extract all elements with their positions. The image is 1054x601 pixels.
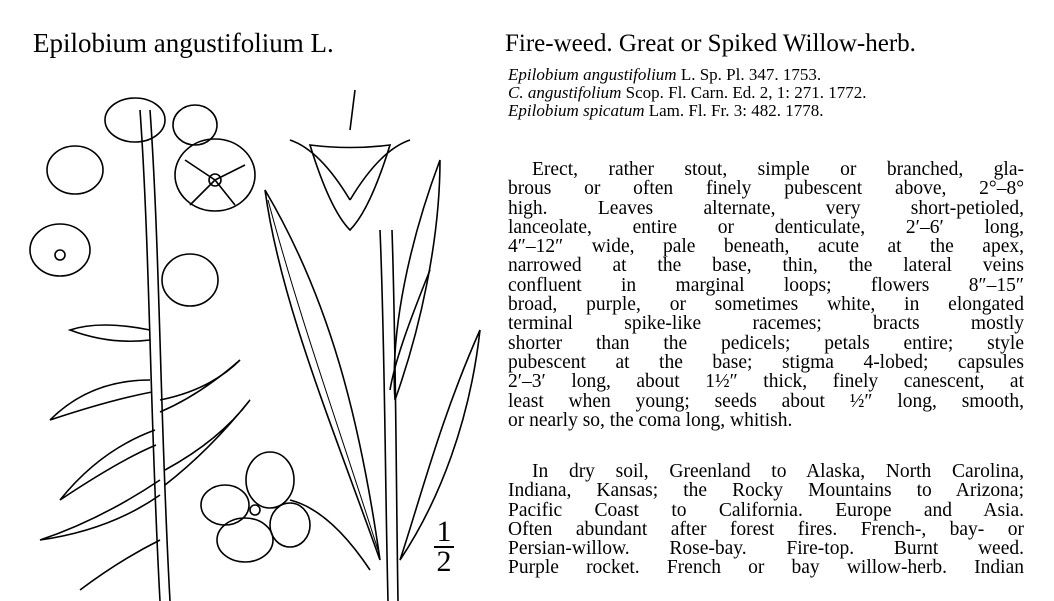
synonym-line <box>508 102 1023 120</box>
text-line: shorter than the pedicels; petals entire; style <box>508 332 1024 354</box>
text-line: Persian-willow. Rose-bay. Fire-top. Burnt weed. <box>508 538 1024 560</box>
text-line: or nearly so, the coma long, whitish. <box>508 409 793 431</box>
text-line: Indiana, Kansas; the Rocky Mountains to Arizona; <box>508 480 1024 502</box>
description-paragraph <box>508 160 1024 430</box>
synonym-ref: L. Sp. Pl. 347. 1753. <box>680 65 822 84</box>
text-line: Purple rocket. French or bay willow-herb. Indian <box>508 557 1024 579</box>
scale-numerator: 1 <box>436 515 452 548</box>
text-line: confluent in marginal loops; flowers 8″–15″ <box>508 274 1024 296</box>
common-name-heading: Fire-weed. Great or Spiked Willow-herb. <box>505 30 916 57</box>
text-line: Often abundant after forest fires. French-, bay- or <box>508 518 1024 540</box>
synonym-line <box>508 66 1023 84</box>
text-line: brous or often finely pubescent above, 2°–8° <box>508 178 1024 200</box>
text-line: terminal spike-like racemes; bracts mostly <box>508 313 1024 335</box>
text-line: Pacific Coast to California. Europe and Asia. <box>508 499 1024 521</box>
scale-fraction <box>432 515 456 578</box>
text-line: least when young; seeds about ½″ long, smooth, <box>508 390 1024 412</box>
text-line: Erect, rather stout, simple or branched, gla- <box>532 159 1024 180</box>
synonym-name: Epilobium spicatum <box>508 101 645 120</box>
text-line: lanceolate, entire or denticulate, 2′–6′ long, <box>508 216 1024 238</box>
text-line: narrowed at the base, thin, the lateral veins <box>508 255 1024 277</box>
open-flower <box>201 452 370 570</box>
synonym-name: Epilobium angustifolium <box>508 65 677 84</box>
synonym-ref: Scop. Fl. Carn. Ed. 2, 1: 271. 1772. <box>625 83 867 102</box>
text-line: pubescent at the base; stigma 4-lobed; capsules <box>508 351 1024 373</box>
text-line: high. Leaves alternate, very short-petioled, <box>508 197 1024 219</box>
scale-denominator: 2 <box>436 545 452 578</box>
habitat-paragraph <box>508 462 1024 578</box>
species-title: Epilobium angustifolium L. <box>33 28 334 58</box>
synonym-line <box>508 84 1023 102</box>
synonym-ref: Lam. Fl. Fr. 3: 482. 1778. <box>648 101 824 120</box>
flower-cluster <box>30 98 255 306</box>
text-line: 2′–3′ long, about 1½″ thick, finely canescent, at <box>508 371 1024 393</box>
text-line: 4″–12″ wide, pale beneath, acute at the apex, <box>508 236 1024 258</box>
synonym-name: C. angustifolium <box>508 83 622 102</box>
plant-illustration <box>0 62 500 601</box>
text-line: broad, purple, or sometimes white, in elongated <box>508 294 1024 316</box>
text-line: In dry soil, Greenland to Alaska, North Carolina, <box>532 461 1024 482</box>
